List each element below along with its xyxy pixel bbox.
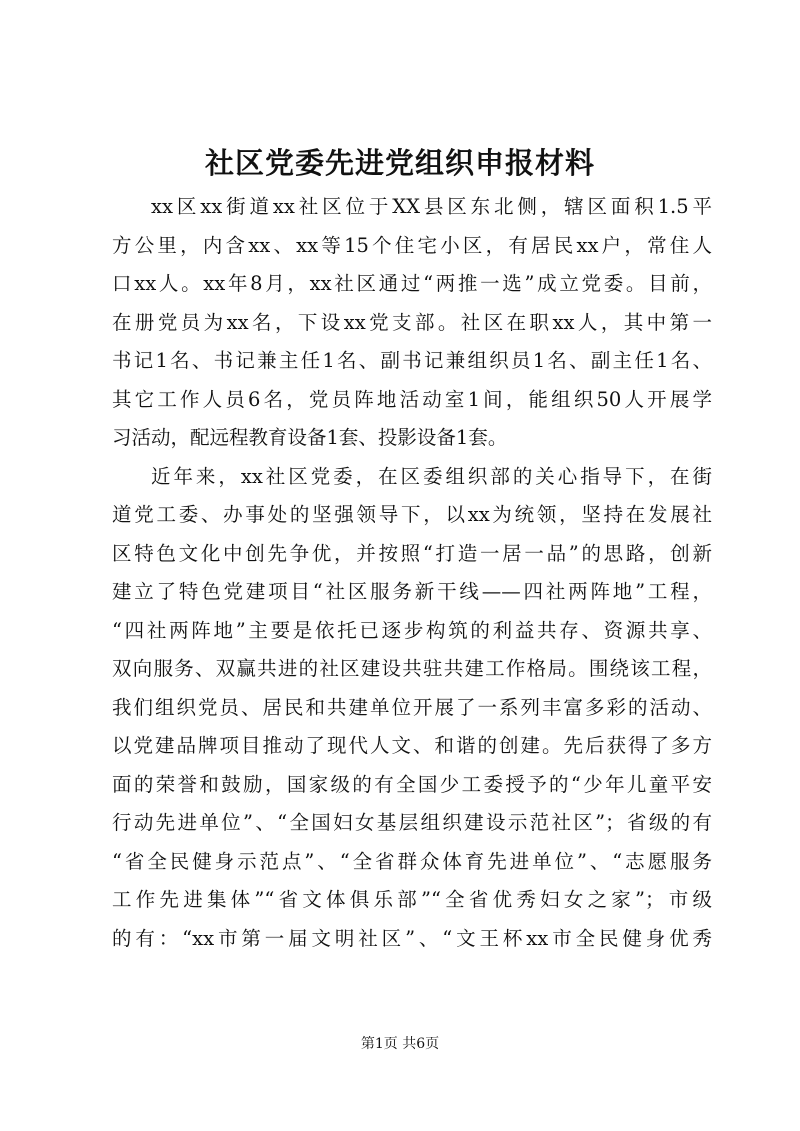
paragraph-line: 口xx人。xx年8月，xx社区通过“两推一选”成立党委。目前， bbox=[112, 272, 712, 295]
paragraph-line: 工作先进集体”“省文体俱乐部”“全省优秀妇女之家”；市级 bbox=[112, 888, 712, 911]
paragraph-line: 近年来，xx社区党委，在区委组织部的关心指导下，在街 bbox=[151, 464, 712, 488]
paragraph-line: 在册党员为xx名，下设xx党支部。社区在职xx人，其中第一 bbox=[112, 310, 712, 334]
paragraph-line: 其它工作人员6名，党员阵地活动室1间，能组织50人开展学 bbox=[112, 387, 712, 411]
paragraph-line: “四社两阵地”主要是依托已逐步构筑的利益共存、资源共享、 bbox=[112, 618, 712, 642]
paragraph-line: 区特色文化中创先争优，并按照“打造一居一品”的思路，创新 bbox=[112, 541, 712, 565]
paragraph-line: “省全民健身示范点”、“全省群众体育先进单位”、“志愿服务 bbox=[112, 849, 712, 873]
paragraph-line: 我们组织党员、居民和共建单位开展了一系列丰富多彩的活动、 bbox=[112, 695, 712, 719]
paragraph-line: 书记1名、书记兼主任1名、副书记兼组织员1名、副主任1名、 bbox=[112, 349, 712, 372]
page-footer: 第1页 共6页 bbox=[360, 1036, 440, 1052]
paragraph-line: 建立了特色党建项目“社区服务新干线——四社两阵地”工程， bbox=[112, 580, 712, 603]
paragraph-line: 行动先进单位”、“全国妇女基层组织建设示范社区”；省级的有 bbox=[112, 811, 712, 834]
paragraph-line: 习活动，配远程教育设备1套、投影设备1套。 bbox=[112, 426, 508, 449]
paragraph-line: 双向服务、双赢共进的社区建设共驻共建工作格局。围绕该工程， bbox=[112, 657, 712, 680]
paragraph-1 bbox=[112, 188, 712, 458]
paragraph-line: xx区xx街道xx社区位于XX县区东北侧，辖区面积1.5平 bbox=[151, 195, 712, 218]
paragraph-line: 面的荣誉和鼓励，国家级的有全国少工委授予的“少年儿童平安 bbox=[112, 772, 712, 796]
paragraph-2 bbox=[112, 458, 712, 959]
paragraph-line: 方公里，内含xx、xx等15个住宅小区，有居民xx户，常住人 bbox=[112, 233, 712, 257]
document-body bbox=[112, 188, 712, 958]
paragraph-line: 以党建品牌项目推动了现代人文、和谐的创建。先后获得了多方 bbox=[112, 734, 712, 757]
paragraph-line: 的有：“xx市第一届文明社区”、“文王杯xx市全民健身优秀 bbox=[112, 926, 712, 950]
paragraph-line: 道党工委、办事处的坚强领导下，以xx为统领，坚持在发展社 bbox=[112, 503, 712, 526]
document-title: 社区党委先进党组织申报材料 bbox=[204, 146, 595, 180]
